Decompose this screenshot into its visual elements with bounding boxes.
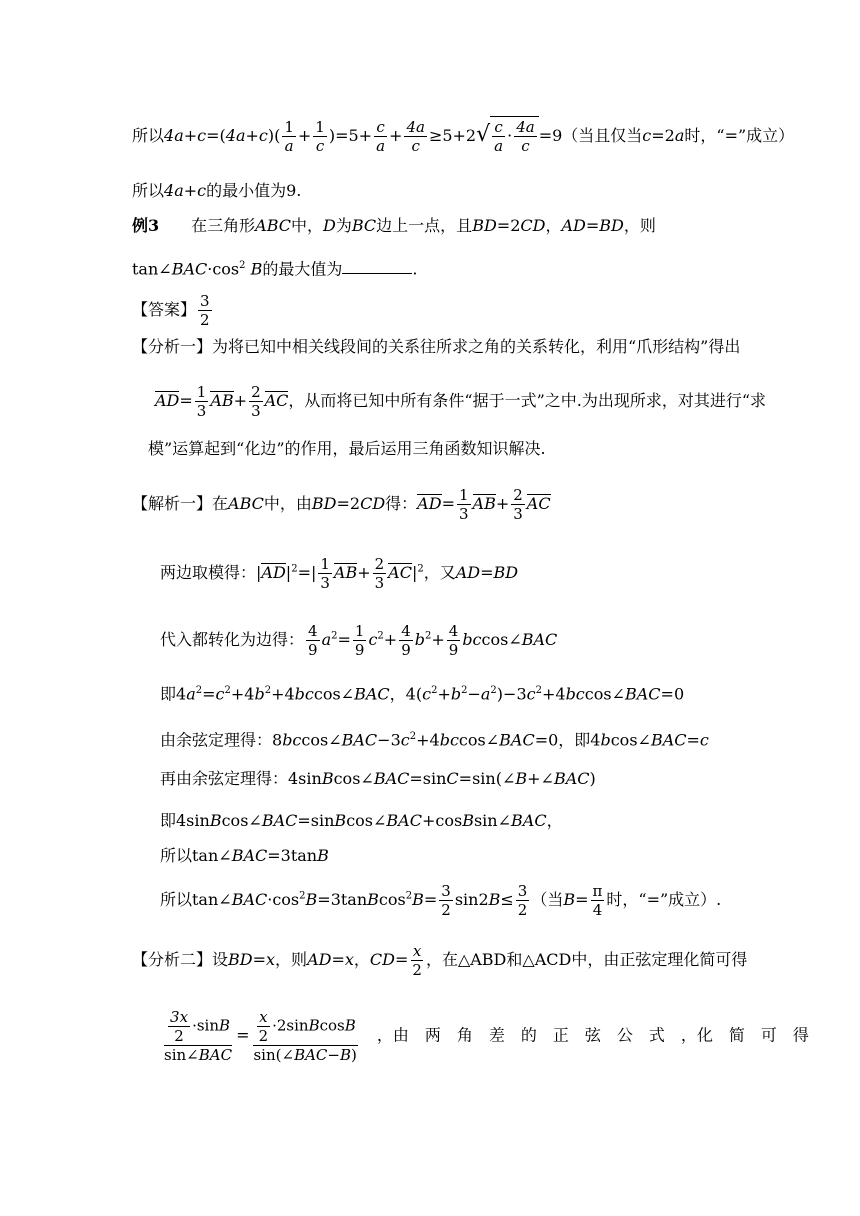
analysis-1-line-1: 【分析一】为将已知中相关线段间的关系往所求之角的关系转化，利用“爪形结构”得出: [132, 337, 741, 356]
analysis-1-line-2: AD= $\frac{1}{3}$ AB+ $\frac{2}{3}$ AC，从而将已知中所有条件“据于一式”之中.为出现所求，对其进行“求: [155, 383, 767, 420]
solution-1-step-3: 代入都转化为边得： $\frac{4}{9}$ $a^2=$ $\frac{1}{9}$ $c^2+$ $\frac{4}{9}$ $b^2+$ $\frac{4}{9}$ bccos∠BAC: [160, 622, 558, 659]
answer-blank: [342, 259, 412, 274]
answer-line: 【答案】 $\frac{3}{2}$: [132, 292, 210, 329]
analysis-2-line-1: 【分析二】设BD=x，则AD=x，CD= $\frac{x}{2}$ ，在△ABD和△ACD中，由正弦定理化简可得: [132, 942, 748, 979]
solution-1-step-5: 由余弦定理得：$8bccos\angle BAC-3c^2+4bccos\angle BAC=0$，即4bcos∠BAC=c: [160, 730, 709, 750]
line-min-value: 所以4a+c的最小值为9.: [132, 181, 302, 200]
solution-1-step-6: 再由余弦定理得：4sinBcos∠BAC=sinC=sin(∠B+∠BAC): [160, 769, 596, 788]
example-3-question: $\tan\angle BAC\cdot\cos^2$ B的最大值为 .: [132, 259, 418, 279]
solution-1-step-1: 【解析一】在ABC中，由BD=2CD得：AD= $\frac{1}{3}$ AB+ $\frac{2}{3}$ AC: [132, 486, 551, 523]
solution-1-step-4: 即$4a^2=c^2+4b^2+4bccos\angle BAC$，$4(c^2+b^2-a^2)-3c^2+4bccos\angle BAC=0$: [160, 684, 685, 704]
solution-1-step-2: 两边取模得：$|AD|^2=|$ $\frac{1}{3}$ AB+ $\frac{2}{3}$ $AC|^2$，又AD=BD: [160, 555, 519, 592]
solution-1-step-9: 所以$\tan\angle BAC\cdot\cos^2B=3tanBcos^2B=$ $\frac{3}{2}$ sin2B≤ $\frac{3}{2}$ （当B= $\frac{\pi}{4}$ 时，“=”成立）.: [160, 882, 722, 919]
line-min-derivation: 所以4a+c=(4a+c)( $\frac{1}{a}$ + $\frac{1}{c}$ )=5+ $\frac{c}{a}$ + $\frac{4a}{c}$ ≥5+2√ $\frac{c}{a}$ · $\frac{4a}{c}$ =9（当且仅当c=2a时，“=”成立）: [132, 118, 795, 155]
example-3-statement: 例3 在三角形ABC中，D为BC边上一点，且BD=2CD，AD=BD，则: [132, 216, 656, 235]
solution-1-step-8: 所以tan∠BAC=3tanB: [160, 846, 329, 865]
solution-1-step-7: 即4sinBcos∠BAC=sinBcos∠BAC+cosBsin∠BAC，: [160, 811, 563, 830]
analysis-2-line-2: $\frac{3x}{2}$ ·sinB sin∠BAC = $\frac{x}{2}$ ·2sinBcosB sin(∠BAC−B) ，由 两 角 差 的 正 弦 公 式 ，化 简 可 得: [164, 1008, 809, 1064]
analysis-1-line-3: 模”运算起到“化边”的作用，最后运用三角函数知识解决.: [148, 439, 546, 458]
